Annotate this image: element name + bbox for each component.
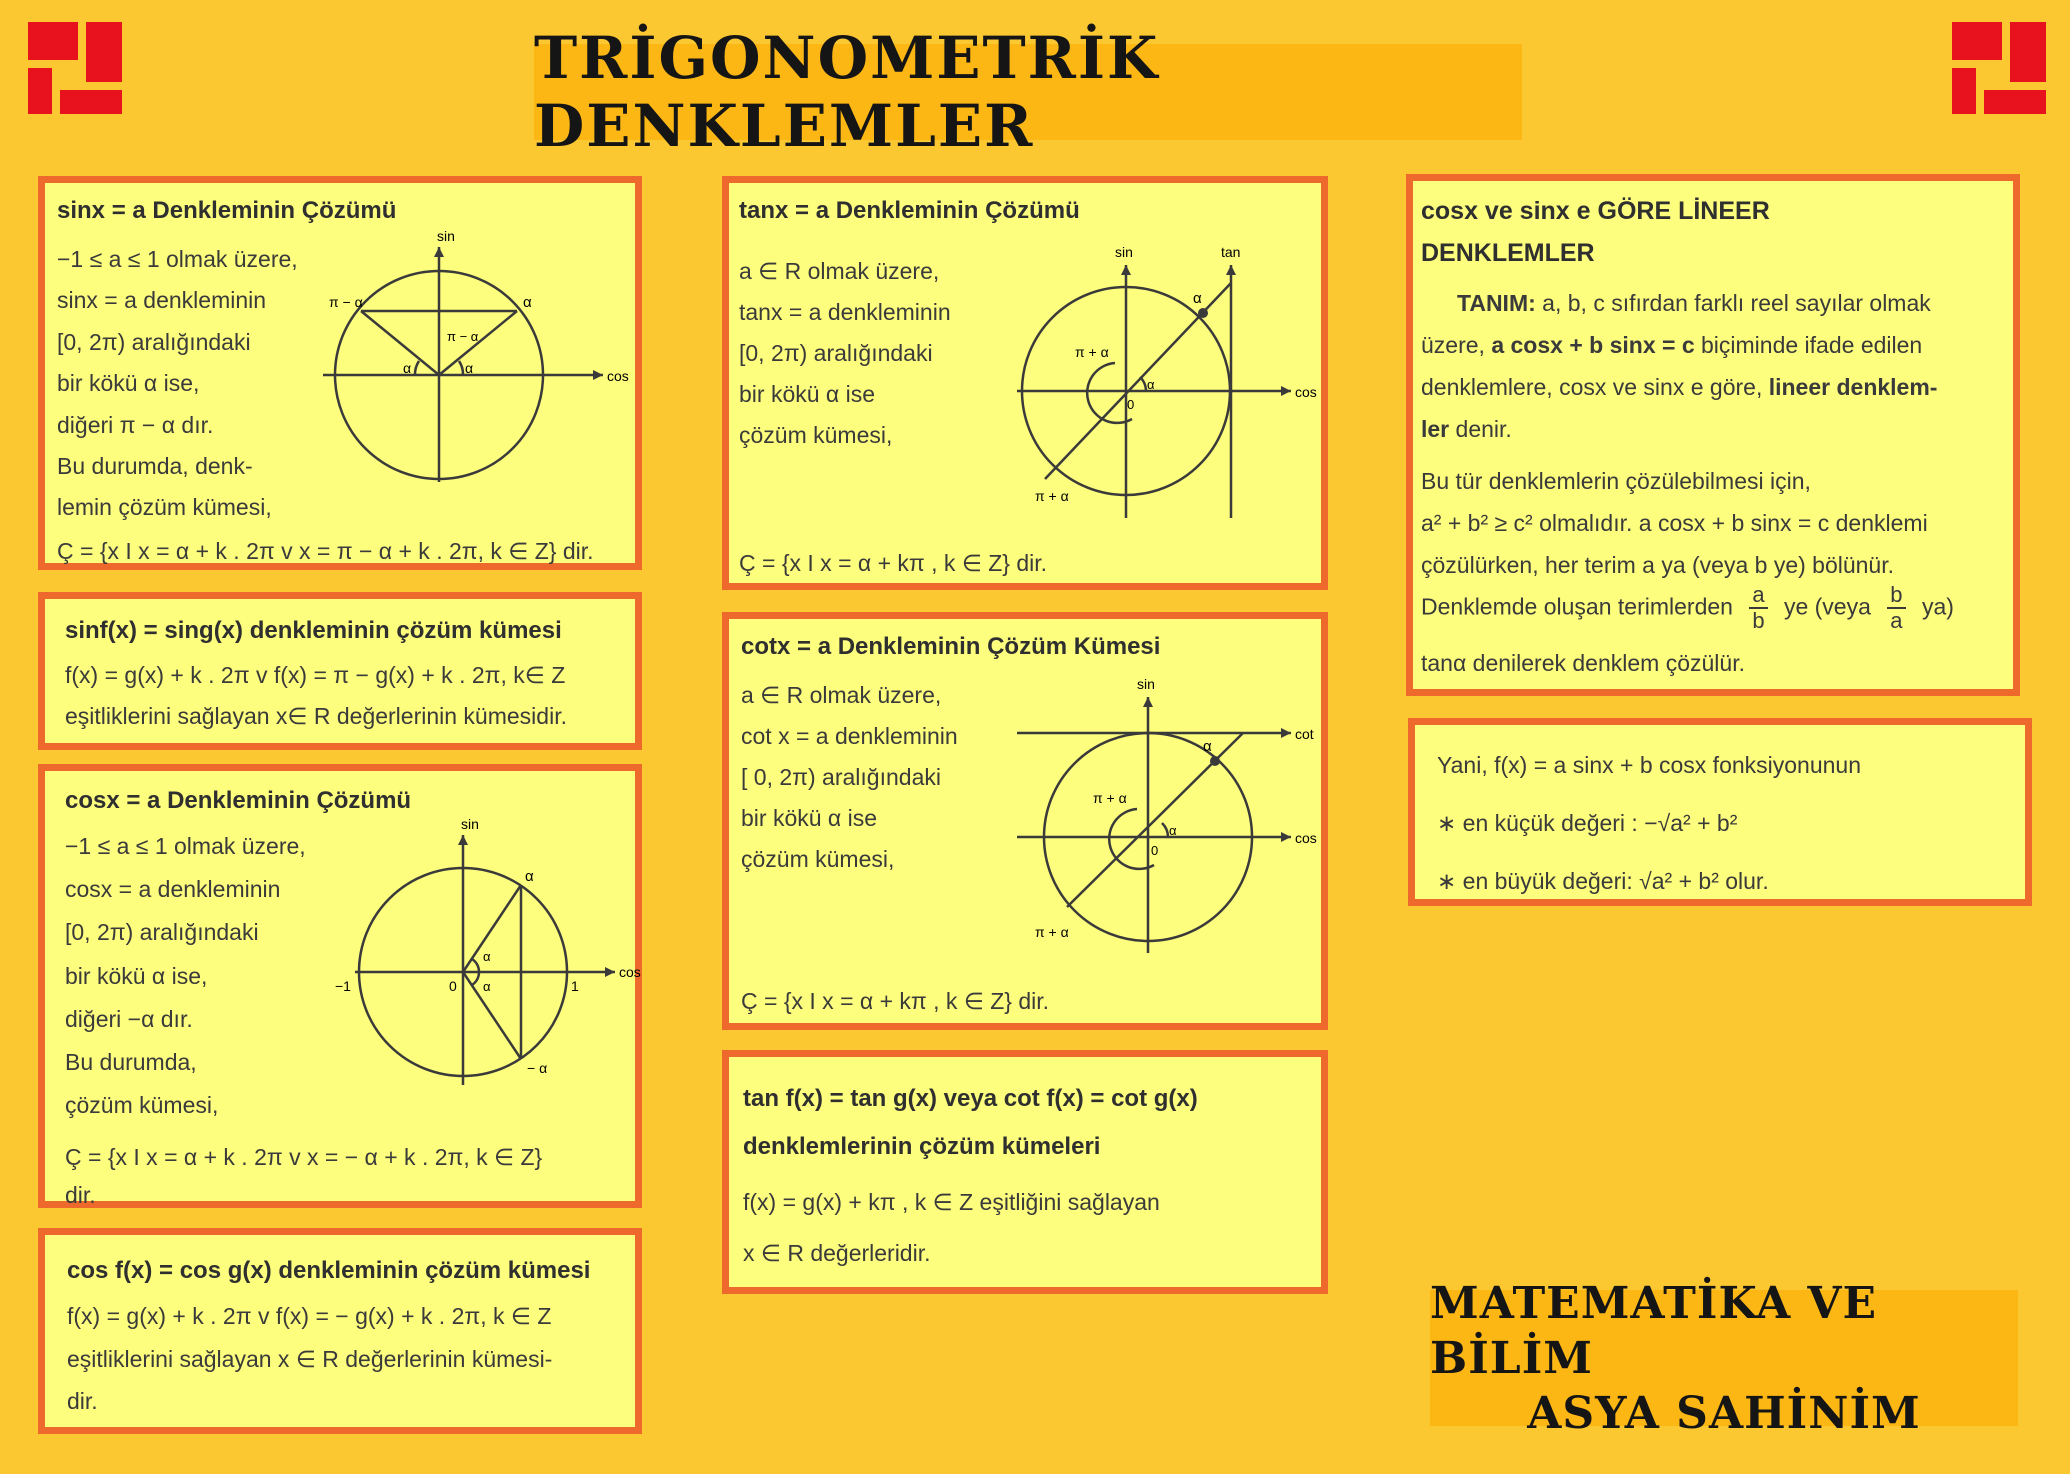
sin-line-4: diğeri π − α dır. bbox=[57, 411, 214, 438]
tan-alpha-top-label: α bbox=[1193, 290, 1202, 307]
cos-solution-end: dir. bbox=[65, 1182, 96, 1208]
line3-pre: denklemlere, cosx ve sinx e göre, bbox=[1421, 374, 1769, 400]
alpha-left-label: α bbox=[403, 360, 412, 376]
cot-unit-circle-diagram bbox=[1011, 671, 1331, 961]
cot-line-3: bir kökü α ise bbox=[741, 804, 878, 831]
max-value-line: ∗ en büyük değeri: √a² + b² olur. bbox=[1437, 868, 1769, 894]
cos-line-0: −1 ≤ a ≤ 1 olmak üzere, bbox=[65, 833, 306, 859]
cot-card-head: cotx = a Denkleminin Çözüm Kümesi bbox=[741, 633, 1161, 660]
cos-solution: Ç = {x I x = α + k . 2π v x = − α + k . 2π, k ∈ Z} bbox=[65, 1144, 543, 1170]
tan-line-2: [0, 2π) aralığındaki bbox=[739, 339, 933, 366]
alpha-down-label: α bbox=[483, 979, 491, 994]
cosf-line-0: f(x) = g(x) + k . 2π v f(x) = − g(x) + k . 2π, k ∈ Z bbox=[67, 1303, 552, 1329]
line8-pre: Denklemde oluşan terimlerden bbox=[1421, 593, 1733, 620]
min-value-line: ∗ en küçük değeri : −√a² + b² bbox=[1437, 810, 1738, 836]
cot-solution: Ç = {x I x = α + kπ , k ∈ Z} dir. bbox=[741, 988, 1050, 1014]
cosf-line-2: dir. bbox=[67, 1388, 98, 1415]
cos-line-1: cosx = a denkleminin bbox=[65, 876, 281, 903]
tan-zero-label: 0 bbox=[1127, 397, 1135, 412]
sin-line-5: Bu durumda, denk- bbox=[57, 452, 253, 479]
linear-line-8 bbox=[1421, 583, 1954, 633]
cot-axis-label: cot bbox=[1295, 726, 1314, 742]
cot-pi-plus-alpha-top: π + α bbox=[1093, 790, 1127, 806]
tanf-equation-card bbox=[722, 1050, 1328, 1294]
sinf-line-0: f(x) = g(x) + k . 2π v f(x) = π − g(x) + k . 2π, k∈ Z bbox=[65, 662, 566, 688]
minus-alpha-label: − α bbox=[527, 1060, 548, 1076]
logo-left bbox=[28, 22, 122, 114]
linear-line-9: tanα denilerek denklem çözülür. bbox=[1421, 650, 1745, 676]
linear-equations-card bbox=[1406, 174, 2020, 696]
linear-head-1: cosx ve sinx e GÖRE LİNEER bbox=[1421, 197, 1770, 225]
tan-pi-plus-alpha-top: π + α bbox=[1075, 344, 1109, 360]
tan-alpha-inner-label: α bbox=[1147, 377, 1155, 392]
inner-pi-minus-alpha-label: π − α bbox=[447, 329, 479, 344]
tan-cos-axis-label: cos bbox=[1295, 384, 1317, 400]
line8-mid: ye (veya bbox=[1783, 593, 1871, 620]
tanim-text: a, b, c sıfırdan farklı reel sayılar olmak bbox=[1535, 290, 1931, 316]
linear-line-6: a² + b² ≥ c² olmalıdır. a cosx + b sinx = c denklemi bbox=[1421, 510, 1928, 536]
alpha-label: α bbox=[523, 294, 532, 311]
line2-post: biçiminde ifade edilen bbox=[1694, 332, 1923, 358]
tan-line-0: a ∈ R olmak üzere, bbox=[739, 258, 940, 284]
linear-line-2 bbox=[1421, 325, 1922, 366]
sin-line-6: lemin çözüm kümesi, bbox=[57, 494, 272, 521]
cosf-line-1: eşitliklerini sağlayan x ∈ R değerlerinin kümesi- bbox=[67, 1345, 553, 1372]
origin-zero-label: 0 bbox=[449, 978, 457, 994]
cosf-equation-card bbox=[38, 1228, 642, 1434]
pi-minus-alpha-label: π − α bbox=[329, 294, 363, 310]
linear-line-5: Bu tür denklemlerin çözülebilmesi için, bbox=[1421, 468, 1811, 494]
tanf-card-head: tan f(x) = tan g(x) veya cot f(x) = cot g(x) bbox=[743, 1085, 1198, 1112]
line8-post: ya) bbox=[1921, 593, 1954, 620]
alpha-right-label: α bbox=[465, 360, 474, 376]
page-title: TRİGONOMETRİK DENKLEMLER bbox=[534, 24, 1160, 160]
tan-line-3: bir kökü α ise bbox=[739, 380, 876, 407]
min-max-card bbox=[1408, 718, 2032, 906]
linear-line-7: çözülürken, her terim a ya (veya b ye) bölünür. bbox=[1421, 552, 1895, 578]
one-label: 1 bbox=[571, 978, 579, 994]
tan-line-1: tanx = a denkleminin bbox=[739, 298, 951, 325]
sin-line-1: sinx = a denkleminin bbox=[57, 287, 267, 314]
cot-line-4: çözüm kümesi, bbox=[741, 845, 895, 872]
cot-equation-card bbox=[722, 612, 1328, 1030]
sin-solution: Ç = {x I x = α + k . 2π v x = π − α + k . 2π, k ∈ Z} dir. bbox=[57, 538, 594, 564]
sinf-equation-card bbox=[38, 592, 642, 750]
line2-bold: a cosx + b sinx = c bbox=[1491, 332, 1695, 358]
linear-tanim-line bbox=[1421, 283, 1931, 324]
tan-card-head: tanx = a Denkleminin Çözümü bbox=[739, 197, 1080, 224]
cos-unit-circle-diagram bbox=[325, 815, 645, 1115]
linear-head-2: DENKLEMLER bbox=[1421, 239, 1595, 267]
cot-line-0: a ∈ R olmak üzere, bbox=[741, 682, 942, 708]
tan-pi-plus-alpha-bottom: π + α bbox=[1035, 488, 1069, 504]
footer-box bbox=[1430, 1277, 2018, 1439]
line4-post: denir. bbox=[1449, 416, 1512, 442]
sin-card-head: sinx = a Denkleminin Çözümü bbox=[57, 197, 397, 224]
fraction-a-over-b: $\frac{a}{b}$ bbox=[1749, 583, 1767, 633]
sin-unit-circle-diagram bbox=[313, 227, 633, 517]
cot-line-1: cot x = a denkleminin bbox=[741, 722, 958, 749]
sinf-card-head: sinf(x) = sing(x) denkleminin çözüm kümesi bbox=[65, 617, 562, 644]
cos-card-head: cosx = a Denkleminin Çözümü bbox=[65, 787, 412, 814]
sin-line-0: −1 ≤ a ≤ 1 olmak üzere, bbox=[57, 246, 298, 272]
tan-solution: Ç = {x I x = α + kπ , k ∈ Z} dir. bbox=[739, 550, 1048, 576]
tanf-line-1: x ∈ R değerleridir. bbox=[743, 1239, 931, 1266]
tan-sin-axis-label: sin bbox=[1115, 244, 1133, 260]
cos-sin-axis-label: sin bbox=[461, 816, 479, 832]
line3-bold: lineer denklem- bbox=[1768, 374, 1938, 400]
tan-axis-label: tan bbox=[1221, 244, 1241, 260]
cosf-card-head: cos f(x) = cos g(x) denkleminin çözüm kümesi bbox=[67, 1257, 591, 1284]
fraction-b-over-a: $\frac{b}{a}$ bbox=[1887, 583, 1905, 633]
tanf-line-0: f(x) = g(x) + kπ , k ∈ Z eşitliğini sağlayan bbox=[743, 1189, 1160, 1215]
cos-line-3: bir kökü α ise, bbox=[65, 962, 208, 989]
cot-cos-axis-label: cos bbox=[1295, 830, 1317, 846]
cos-line-2: [0, 2π) aralığındaki bbox=[65, 919, 259, 946]
line4-bold: ler bbox=[1421, 416, 1450, 442]
title-bar bbox=[534, 24, 1522, 160]
cot-sin-axis-label: sin bbox=[1137, 676, 1155, 692]
alpha-top-label: α bbox=[525, 868, 534, 885]
tanim-label: TANIM: bbox=[1457, 290, 1536, 316]
cos-axis-label: cos bbox=[607, 368, 629, 384]
linear-line-3 bbox=[1421, 367, 1937, 408]
cot-pi-plus-alpha-bottom: π + α bbox=[1035, 924, 1069, 940]
footer-line-1: MATEMATİKA VE BİLİM bbox=[1430, 1277, 1878, 1384]
minus-one-label: −1 bbox=[335, 978, 351, 994]
tan-line-4: çözüm kümesi, bbox=[739, 421, 893, 448]
cos-equation-card bbox=[38, 764, 642, 1208]
cos-line-6: çözüm kümesi, bbox=[65, 1092, 219, 1119]
cot-alpha-inner-label: α bbox=[1169, 823, 1177, 838]
cos-cos-axis-label: cos bbox=[619, 964, 641, 980]
tan-unit-circle-diagram bbox=[1011, 243, 1331, 533]
sin-line-2: [0, 2π) aralığındaki bbox=[57, 328, 251, 355]
cot-zero-label: 0 bbox=[1151, 843, 1159, 858]
tanf-card-head2: denklemlerinin çözüm kümeleri bbox=[743, 1133, 1101, 1160]
line2-pre: üzere, bbox=[1421, 332, 1492, 358]
cos-line-4: diğeri −α dır. bbox=[65, 1005, 193, 1032]
sinf-line-1: eşitliklerini sağlayan x∈ R değerlerinin kümesidir. bbox=[65, 703, 567, 730]
sin-axis-label: sin bbox=[437, 228, 455, 244]
yani-line: Yani, f(x) = a sinx + b cosx fonksiyonunun bbox=[1437, 752, 1862, 778]
logo-right bbox=[1952, 22, 2046, 114]
cot-line-2: [ 0, 2π) aralığındaki bbox=[741, 763, 941, 790]
tan-equation-card bbox=[722, 176, 1328, 590]
sin-equation-card bbox=[38, 176, 642, 570]
cot-alpha-top-label: α bbox=[1203, 738, 1212, 755]
alpha-up-label: α bbox=[483, 949, 491, 964]
cos-line-5: Bu durumda, bbox=[65, 1049, 197, 1076]
sin-line-3: bir kökü α ise, bbox=[57, 370, 200, 397]
footer-line-2: ASYA SAHİNİM bbox=[1527, 1387, 1921, 1439]
linear-line-4 bbox=[1421, 409, 1512, 450]
